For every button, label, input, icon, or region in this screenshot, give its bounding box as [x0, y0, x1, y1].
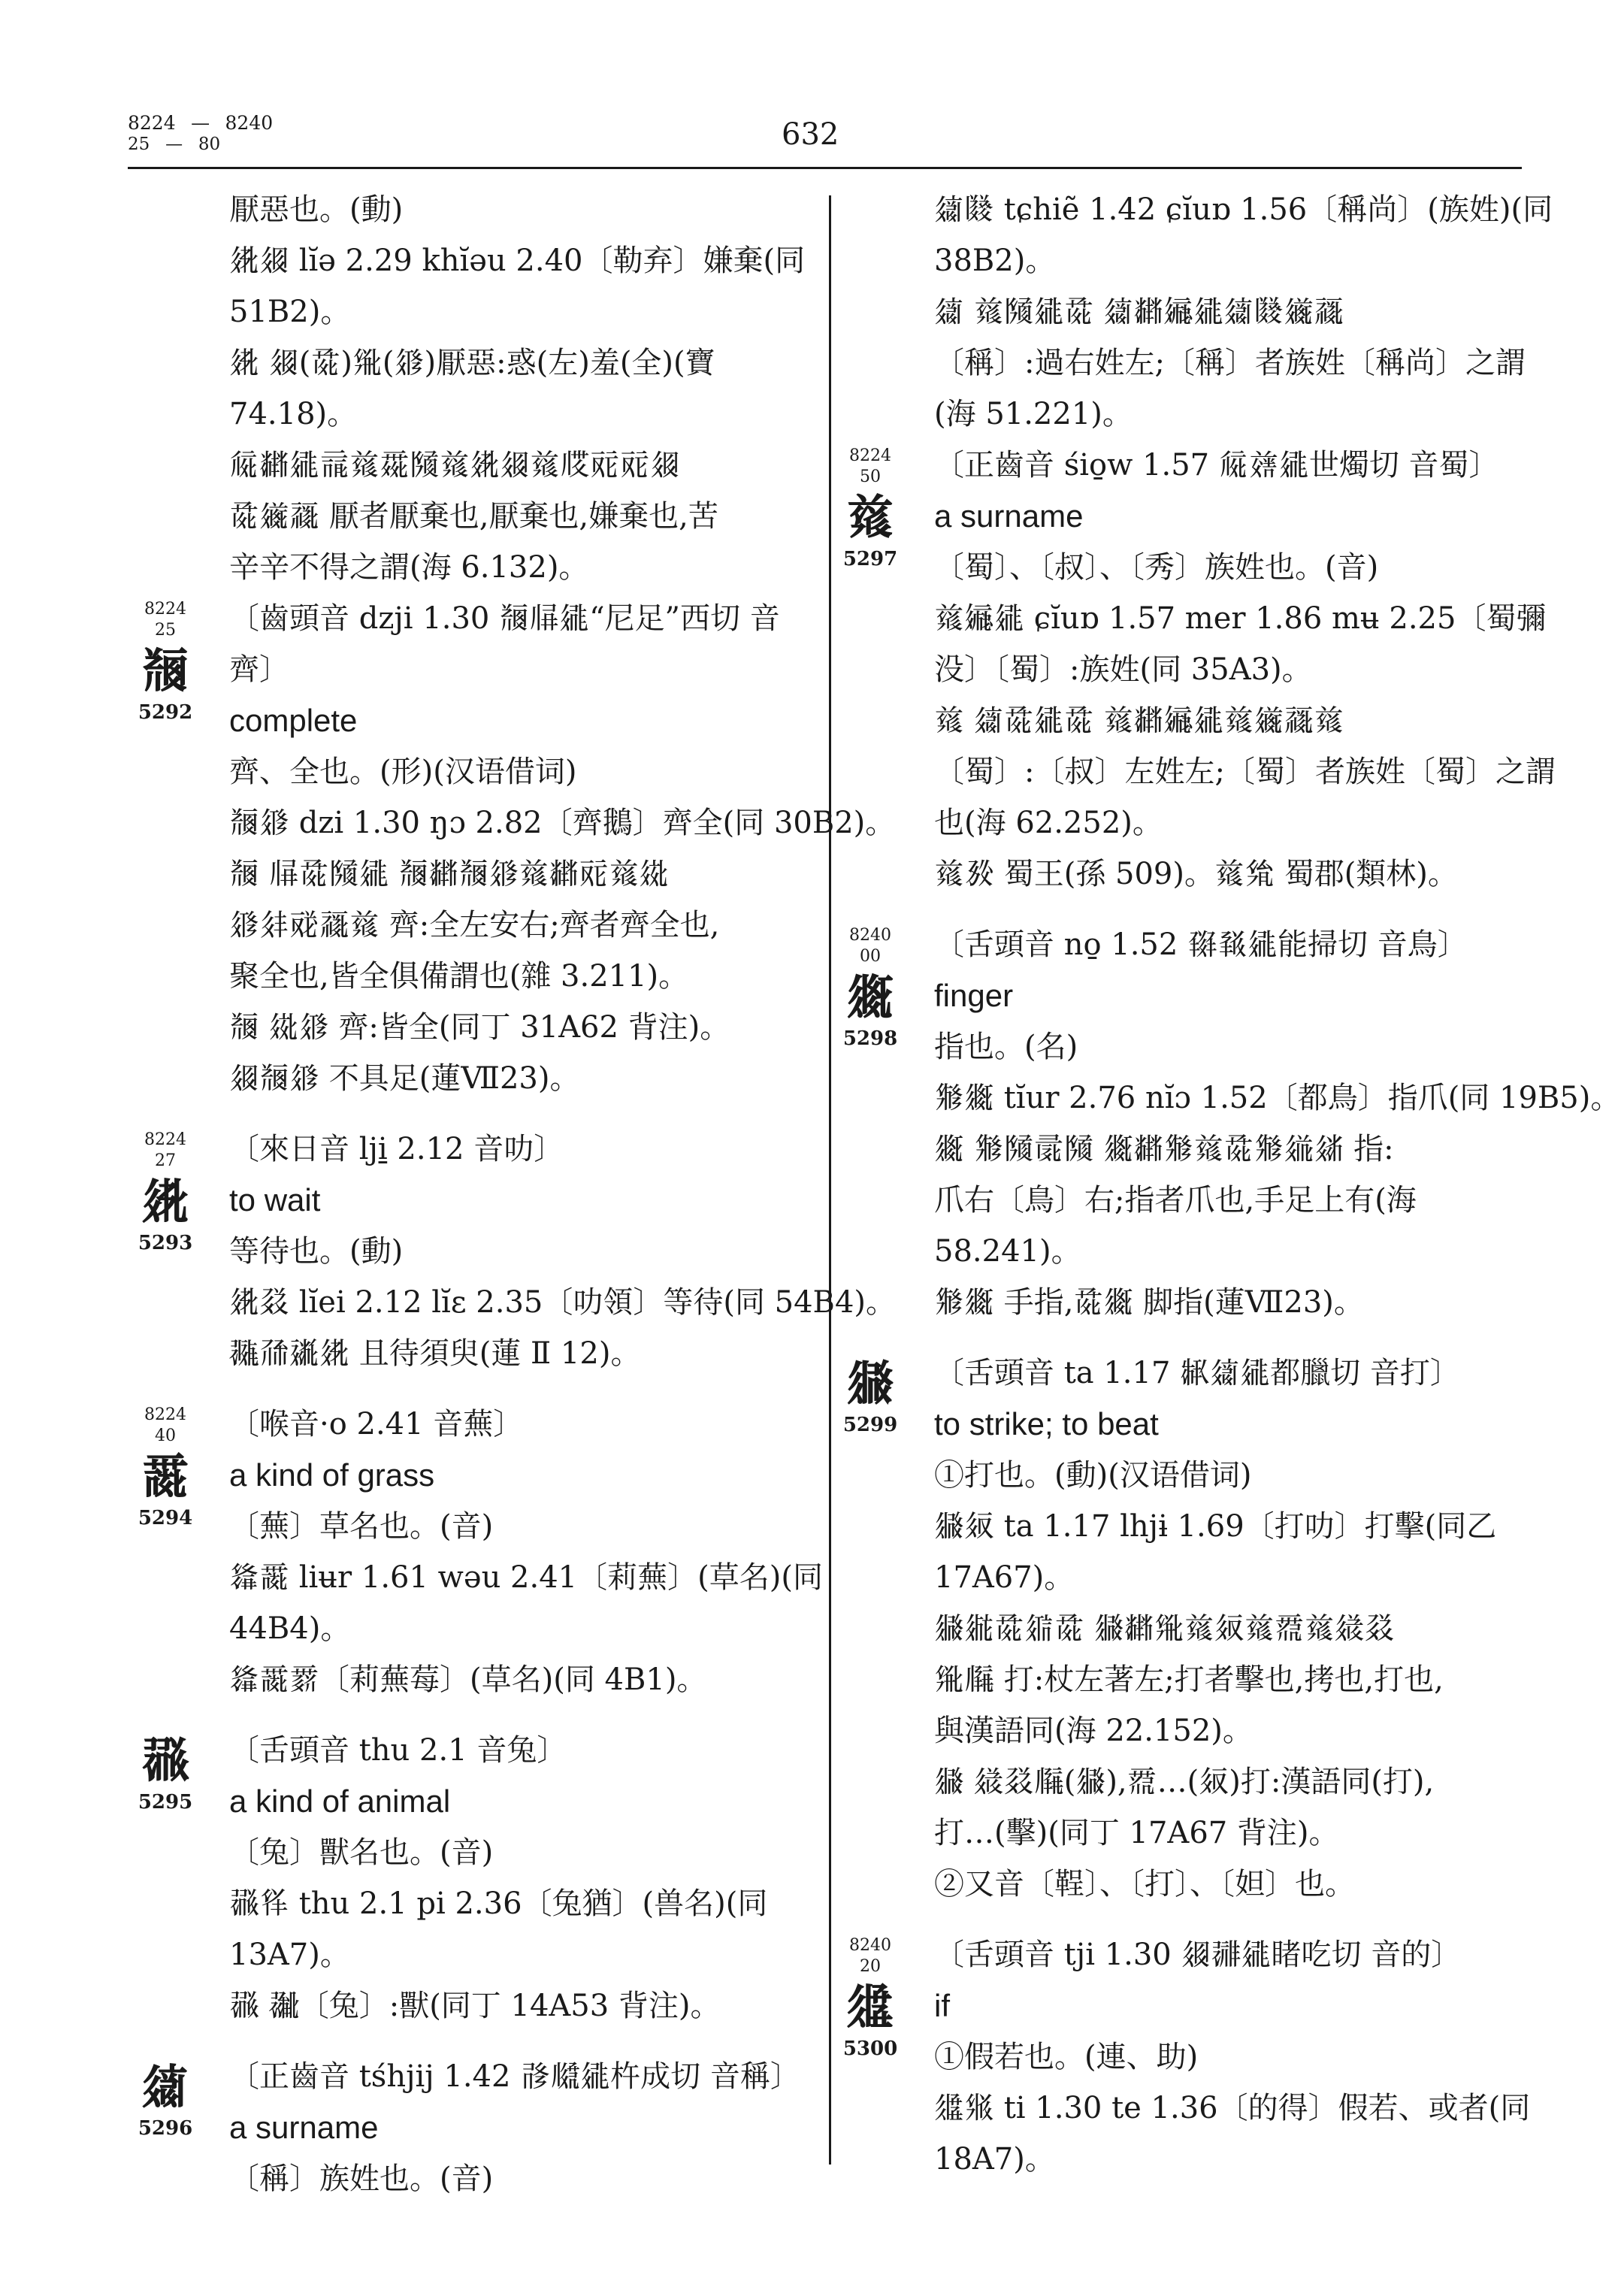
entry-line: 〔稱〕:過右姓左;〔稱〕者族姓〔稱尚〕之謂: [934, 346, 1526, 380]
entry-line: ②又音〔鞓〕、〔打〕、〔妲〕也。: [934, 1867, 1355, 1901]
entry-line: 𗊬𗼨 手指,𗱕𗼨 脚指(蓮Ⅶ23)。: [934, 1285, 1364, 1320]
entry-line: 𗒛𗩾𗧓 ɕĭuɒ 1.57 mer 1.86 mʉ 2.25〔蜀彌: [934, 601, 1547, 636]
entry-line: finger: [934, 978, 1014, 1013]
entry-line: to wait: [229, 1182, 321, 1218]
entry-line: 17A67)。: [934, 1560, 1075, 1595]
entry-line: 𗖻 𗖼〔兔〕:獸(同丁 14A53 背注)。: [229, 1989, 721, 2023]
dictionary-entry: [138, 1124, 897, 1379]
entry-line: 指也。(名): [934, 1030, 1078, 1064]
entry-line: a kind of grass: [229, 1457, 435, 1493]
dictionary-entry: [842, 919, 1621, 1328]
entry-line: 𗌮𗵘𗴿〔莉蕪莓〕(草名)(同 4B1)。: [229, 1662, 707, 1697]
entry-line: 𗤓𘃩𗤁 不具足(蓮Ⅶ23)。: [229, 1061, 580, 1096]
continuation-block: [934, 184, 1553, 440]
entry-line: 〔喉音·o 2.41 音蕪〕: [229, 1407, 524, 1442]
entry-line: 也(海 62.252)。: [934, 806, 1163, 840]
entry-number: 5297: [842, 548, 898, 570]
entry-line: 辛辛不得之謂(海 6.132)。: [229, 550, 589, 585]
entry-line: 𗼩 𗧊𗳦𗆘(𗼩),𗴽…(𗢸)打:漢語同(打),: [934, 1765, 1435, 1799]
entry-line: ①打也。(動)(汉语借词): [934, 1458, 1252, 1493]
entry-line: 18A7)。: [934, 2142, 1055, 2177]
header-dash: —: [191, 112, 210, 134]
entry-line: 51B2)。: [229, 295, 351, 329]
entry-line: 𗪛 𗒛𗂧𗧓𗱕 𗪛𘂤𗩾𗧓𗪛𗃊𗫂𗹙: [934, 295, 1344, 329]
entry-index: [120, 1731, 210, 1814]
entry-line: 13A7)。: [229, 1938, 350, 1972]
entry-line: 〔正齒音 tśhjij 1.42 𗰔𗆮𗧓杵成切 音稱〕: [229, 2059, 800, 2094]
entry-line: 74.18)。: [229, 397, 358, 431]
entry-number: 5298: [842, 1027, 898, 1050]
entry-line: 44B4)。: [229, 1611, 351, 1646]
entry-line: 𗣈𗳦 lĭei 2.12 lĭɛ 2.35〔叻領〕等待(同 54B4)。: [229, 1285, 897, 1320]
entry-index: [120, 1130, 210, 1254]
entry-line: 打…(擊)(同丁 17A67 背注)。: [934, 1816, 1339, 1850]
entry-line: 𘃩 𗥞𗤁 齊:皆全(同丁 31A62 背注)。: [229, 1010, 730, 1045]
page-number: 632: [782, 117, 839, 152]
entry-line: 𗖵𗗙𗡶𗣈 且待須臾(蓮 Ⅱ 12)。: [229, 1336, 641, 1371]
entry-index: [825, 446, 915, 570]
entry-index: [825, 1354, 915, 1436]
entry-head-glyph: 𗼨: [846, 970, 894, 1025]
entry-line: a kind of animal: [229, 1783, 451, 1819]
entry-category-code: 8240: [849, 926, 891, 945]
header-code-end: 8240: [225, 112, 274, 134]
header-rule: [128, 167, 1522, 169]
entry-line: 〔蜀〕、〔叔〕、〔秀〕族姓也。(音): [934, 550, 1379, 585]
entry-line: 〔來日音 lji̱ 2.12 音叻〕: [229, 1132, 564, 1166]
entry-line: 與漢語同(海 22.152)。: [934, 1714, 1253, 1748]
entry-line: 〔齒頭音 dzji 1.30 𘃩𗅁𗧓“尼足”西切 音: [229, 601, 780, 636]
entry-index: [120, 1405, 210, 1529]
entry-line: 𗣈𗤓 lĭə 2.29 khĭəu 2.40〔勒弃〕嫌棄(同: [229, 244, 806, 278]
entry-line: 齊〕: [229, 652, 289, 687]
entry-line: 𗌮𗵘 liʉr 1.61 wəu 2.41〔莉蕪〕(草名)(同: [229, 1560, 823, 1595]
entry-line: 58.241)。: [934, 1234, 1081, 1269]
entry-head-glyph: 𗼪: [846, 1980, 894, 2035]
entry-head-glyph: 𗵘: [141, 1449, 189, 1505]
entry-category-code: 8224: [144, 600, 186, 619]
dictionary-entry: [138, 2051, 812, 2204]
entry-line: 𗣈 𗤓(𗱕)𗊴(𗤁)厭惡:惑(左)羞(全)(寶: [229, 346, 715, 380]
entry-category-code: 8224: [144, 1130, 186, 1149]
dictionary-entry: [842, 1348, 1528, 1910]
entry-head-glyph: 𗪛: [141, 2059, 189, 2115]
entry-index: [120, 2057, 210, 2140]
entry-line: 𗊴𗆘 打:杖左著左;打者擊也,拷也,打也,: [934, 1662, 1444, 1697]
dictionary-entry: [842, 440, 1556, 900]
entry-sub-code: 20: [860, 1957, 881, 1976]
entry-line: 等待也。(動): [229, 1234, 404, 1269]
entry-category-code: 8240: [849, 1936, 891, 1955]
entry-line: (海 51.221)。: [934, 397, 1133, 431]
entry-line: 𗖻𗃛 thu 2.1 pi 2.36〔兔猶〕(兽名)(同: [229, 1886, 768, 1921]
entry-line: 没〕〔蜀〕:族姓(同 35A3)。: [934, 652, 1312, 687]
entry-line: a surname: [229, 2110, 379, 2145]
entry-head-glyph: 𘃩: [141, 643, 189, 699]
entry-line: 〔蕪〕草名也。(音): [229, 1509, 494, 1544]
entry-sub-code: 27: [155, 1151, 176, 1170]
entry-number: 5300: [842, 2037, 898, 2060]
entry-sub-code: 00: [860, 947, 881, 966]
entry-line: 〔稱〕族姓也。(音): [229, 2162, 494, 2196]
entry-line: 聚全也,皆全俱備謂也(雜 3.211)。: [229, 959, 689, 994]
entry-line: 𗊬𗼨 tĭur 2.76 nĭɔ 1.52〔都鳥〕指爪(同 19B5)。: [934, 1081, 1621, 1115]
entry-line: 厭惡也。(動): [229, 192, 404, 227]
entry-number: 5293: [138, 1232, 193, 1254]
header-code-start: 8224: [128, 112, 176, 134]
entry-line: 〔舌頭音 ta 1.17 𗴕𗪛𗧓都臘切 音打〕: [934, 1356, 1460, 1390]
entry-head-glyph: 𗖻: [141, 1733, 189, 1789]
entry-category-code: 8224: [144, 1405, 186, 1424]
entry-number: 5296: [138, 2117, 193, 2140]
entry-line: to strike; to beat: [934, 1406, 1159, 1442]
header-code-range: [128, 113, 273, 155]
entry-category-code: 8224: [849, 446, 891, 465]
dictionary-entry: [138, 1725, 812, 2031]
entry-number: 5299: [842, 1414, 898, 1436]
entry-line: 〔兔〕獸名也。(音): [229, 1835, 494, 1870]
entry-line: 𗼩𗢸 ta 1.17 lhjɨ 1.69〔打叻〕打擊(同乙: [934, 1509, 1497, 1544]
entry-line: 𗼪𗊮 ti 1.30 te 1.36〔的得〕假若、或者(同: [934, 2091, 1531, 2125]
continuation-block: [229, 184, 812, 593]
entry-line: complete: [229, 703, 358, 738]
entry-line: 𗼨 𗊬𗂧𗕑𗂧 𗼨𘂤𗊬𗒛𗱕𗊬𗥤𗣫 指:: [934, 1132, 1394, 1166]
header-sub-start: 25: [128, 135, 150, 154]
header-sub-end: 80: [198, 135, 221, 154]
entry-number: 5294: [138, 1507, 193, 1529]
entry-line: 𗤁𗢳𗠢𗹙𗒛 齊:全左安右;齊者齊全也,: [229, 908, 720, 942]
entry-line: 齊、全也。(形)(汉语借词): [229, 755, 577, 789]
entry-line: 𗏁𘂤𗧓𗄈𗒛𗴺𗂧𗒛𗣈𗤓𗒛𗅆𗠇𗠇𗤓: [229, 448, 680, 483]
right-column: [842, 184, 1621, 2185]
entry-head-glyph: 𗣈: [141, 1174, 189, 1230]
entry-number: 5292: [138, 701, 193, 724]
entry-line: 𗼩𗥐𗱕𗥄𗱕 𗼩𘂤𗊴𗒛𗢸𗒛𗴽𗒛𗧊𗳦: [934, 1611, 1395, 1646]
dictionary-entry: [842, 1929, 1531, 2185]
entry-sub-code: 50: [860, 467, 881, 486]
entry-head-glyph: 𗼩: [846, 1356, 894, 1411]
dictionary-entry: [138, 1399, 823, 1705]
entry-index: [120, 599, 210, 724]
entry-line: 𘃩 𗅁𗱕𗂧𗧓 𘃩𘂤𘃩𗤁𗒛𘂤𗠇𗒛𗥞: [229, 857, 670, 891]
entry-line: 〔舌頭音 no̱ 1.52 𗱈𗳷𗧓能掃切 音鳥〕: [934, 927, 1468, 962]
page-header: [128, 113, 1522, 173]
entry-sub-code: 40: [155, 1426, 176, 1445]
entry-line: if: [934, 1988, 950, 2023]
entry-line: 〔舌頭音 tji 1.30 𗤓𗖮𗧓睹吃切 音的〕: [934, 1938, 1462, 1972]
entry-line: 𗒛 𗪛𗱕𗧓𗱕 𗒛𘂤𗩾𗧓𗒛𗫂𗹙𗒛: [934, 703, 1344, 738]
entry-line: a surname: [934, 498, 1084, 534]
entry-line: 𗱕𗫂𗹙 厭者厭棄也,厭棄也,嫌棄也,苦: [229, 499, 718, 534]
entry-line: 𗪛𗃊 tɕhiẽ 1.42 ɕĭuɒ 1.56〔稱尚〕(族姓)(同: [934, 192, 1553, 227]
entry-line: 38B2)。: [934, 244, 1056, 278]
entry-line: ①假若也。(連、助): [934, 2040, 1199, 2074]
entry-line: 〔舌頭音 thu 2.1 音兔〕: [229, 1733, 567, 1768]
entry-number: 5295: [138, 1791, 193, 1814]
entry-line: 〔正齒音 śio̱w 1.57 𗏁𗓦𗧓世燭切 音蜀〕: [934, 448, 1499, 483]
header-dash: —: [165, 135, 183, 154]
entry-line: 𘃩𗤁 dzi 1.30 ŋɔ 2.82〔齊鵝〕齊全(同 30B2)。: [229, 806, 896, 840]
entry-line: 爪右〔鳥〕右;指者爪也,手足上有(海: [934, 1183, 1417, 1218]
entry-index: [825, 925, 915, 1050]
entry-head-glyph: 𗒛: [846, 490, 894, 546]
entry-sub-code: 25: [155, 621, 176, 640]
entry-line: 〔蜀〕:〔叔〕左姓左;〔蜀〕者族姓〔蜀〕之謂: [934, 755, 1556, 789]
entry-line: 𗒛𗉔 蜀王(孫 509)。𗒛𗊽 蜀郡(類林)。: [934, 857, 1458, 891]
entry-index: [825, 1935, 915, 2060]
